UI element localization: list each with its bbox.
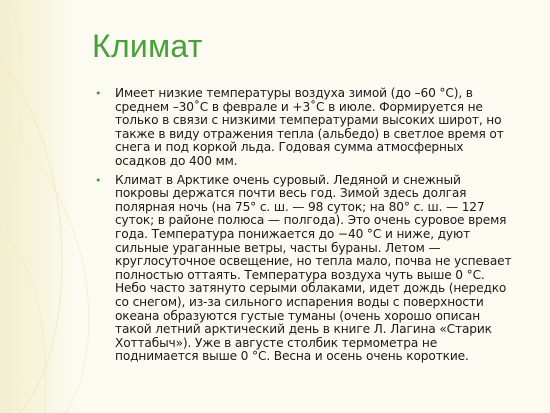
bullet-dot-icon: • xyxy=(95,87,102,100)
bullet-dot-icon: • xyxy=(95,173,102,187)
bullet-item-temperatures xyxy=(93,87,513,169)
bullet-text: Имеет низкие температуры воздуха зимой (до –60 °С), в среднем –30˚С в феврале и +3˚С в июле. Формируется не только в связи с низкими температурами высоких широт, но также в виду отражения тепла (альбедо) в светлое время от снега и под коркой льда. Годовая сумма атмосферных осадков до 400 мм. xyxy=(115,86,504,168)
bullet-list xyxy=(93,87,513,369)
bullet-item-arctic-climate xyxy=(93,174,513,364)
slide-title: Климат xyxy=(92,28,203,64)
bullet-text: Климат в Арктике очень суровый. Ледяной и снежный покровы держатся почти весь год. Зимой здесь долгая полярная ночь (на 75° с. ш. — 98 суток; на 80° с. ш. — 127 суток; в районе полюса — полгода). Это очень суровое время года. Температура понижается до −40 °C и ниже, дуют сильные ураганные ветры, часты бураны. Летом — круглосуточное освещение, но тепла мало, почва не успевает полностью оттаять. Температура воздуха чуть выше 0 °C. Небо часто затянуто серыми облаками, идет дождь (нередко со снегом), из-за сильного испарения воды с поверхности океана образуются густые туманы (очень хорошо описан такой летний арктический день в книге Л. Лагина «Старик Хоттабыч»). Уже в августе столбик термометра не поднимается выше 0 °C. Весна и осень очень короткие. xyxy=(115,172,512,364)
